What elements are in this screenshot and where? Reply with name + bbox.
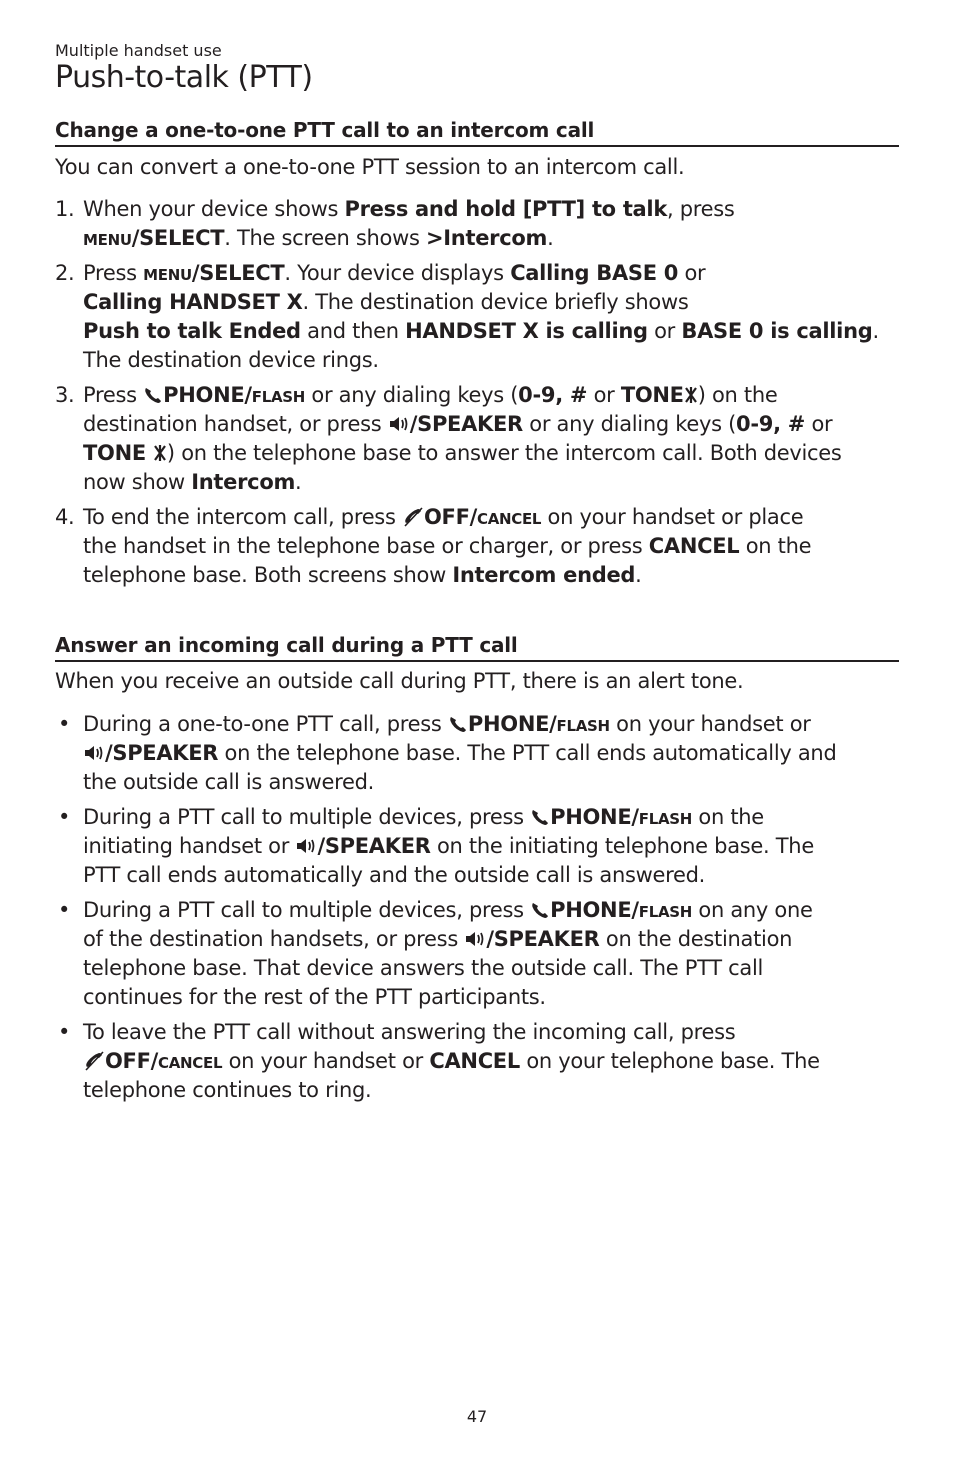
section-intro-intercom: You can convert a one-to-one PTT session to an intercom call. [55, 155, 685, 179]
phone-handset-icon [530, 900, 550, 920]
select-key: /SELECT [131, 226, 225, 250]
step-number: 4. [55, 505, 75, 529]
off-handset-icon [402, 507, 424, 527]
list-item: • During a PTT call to multiple devices, press PHONE/flash on the initiating handset or /SPEAKER on the initiating telephone base. The PTT call ends automatically and the outside call is answered. [58, 805, 814, 887]
select-key: /SELECT [191, 261, 285, 285]
list-item: • During a PTT call to multiple devices, press PHONE/flash on any one of the destination handsets, or press /SPEAKER on the destination telephone base. That device answers the outside call. The PTT call continues for the rest of the PTT participants. [58, 898, 813, 1009]
step-number: 3. [55, 383, 75, 407]
steps-list [55, 195, 899, 590]
bullet: • [58, 805, 71, 829]
speaker-icon [464, 929, 486, 949]
list-item: • To leave the PTT call without answering the incoming call, press OFF/cancel on your handset or CANCEL on your telephone base. The telephone continues to ring. [58, 1020, 820, 1102]
phone-handset-icon [143, 385, 163, 405]
menu-key: menu [83, 226, 132, 250]
page-title: Push-to-talk (PTT) [55, 60, 313, 95]
menu-key: menu [143, 261, 192, 285]
off-handset-icon [83, 1051, 105, 1071]
step-2: 2. Press menu/SELECT. Your device displays Calling BASE 0 or Calling HANDSET X. The destination device briefly shows Push to talk Ended and then HANDSET X is calling or BASE 0 is calling. The destination device rings. [55, 261, 879, 372]
bullet: • [58, 712, 71, 736]
list-item: • During a one-to-one PTT call, press PHONE/flash on your handset or /SPEAKER on the telephone base. The PTT call ends automatically and the outside call is answered. [58, 712, 837, 794]
speaker-icon [295, 836, 317, 856]
step-1: 1. When your device shows Press and hold [PTT] to talk, press menu/SELECT. The screen shows >Intercom. [55, 197, 735, 250]
bullet: • [58, 1020, 71, 1044]
section-heading-intercom: Change a one-to-one PTT call to an intercom call [55, 118, 899, 147]
step-number: 1. [55, 197, 75, 221]
step-3: 3. Press PHONE/flash or any dialing keys (0-9, # or TONE ) on the destination handset, or press /SPEAKER or any dialing keys (0-9, # or TONE ) on the telephone base to answer the intercom call. Both devices now show Intercom. [55, 383, 842, 494]
bullet: • [58, 898, 71, 922]
speaker-icon [388, 414, 410, 434]
bullet-list [55, 710, 899, 1105]
tone-star-icon [153, 443, 167, 463]
section-label: Multiple handset use [55, 41, 222, 60]
step-4: 4. To end the intercom call, press OFF/cancel on your handset or place the handset in the telephone base or charger, or press CANCEL on the telephone base. Both screens show Intercom ended. [55, 505, 812, 587]
phone-handset-icon [530, 807, 550, 827]
step-number: 2. [55, 261, 75, 285]
tone-star-icon [684, 385, 698, 405]
page-number: 47 [466, 1407, 488, 1426]
section-heading-answer: Answer an incoming call during a PTT call [55, 633, 899, 662]
speaker-icon [83, 743, 105, 763]
phone-handset-icon [448, 714, 468, 734]
section-intro-answer: When you receive an outside call during PTT, there is an alert tone. [55, 669, 744, 693]
